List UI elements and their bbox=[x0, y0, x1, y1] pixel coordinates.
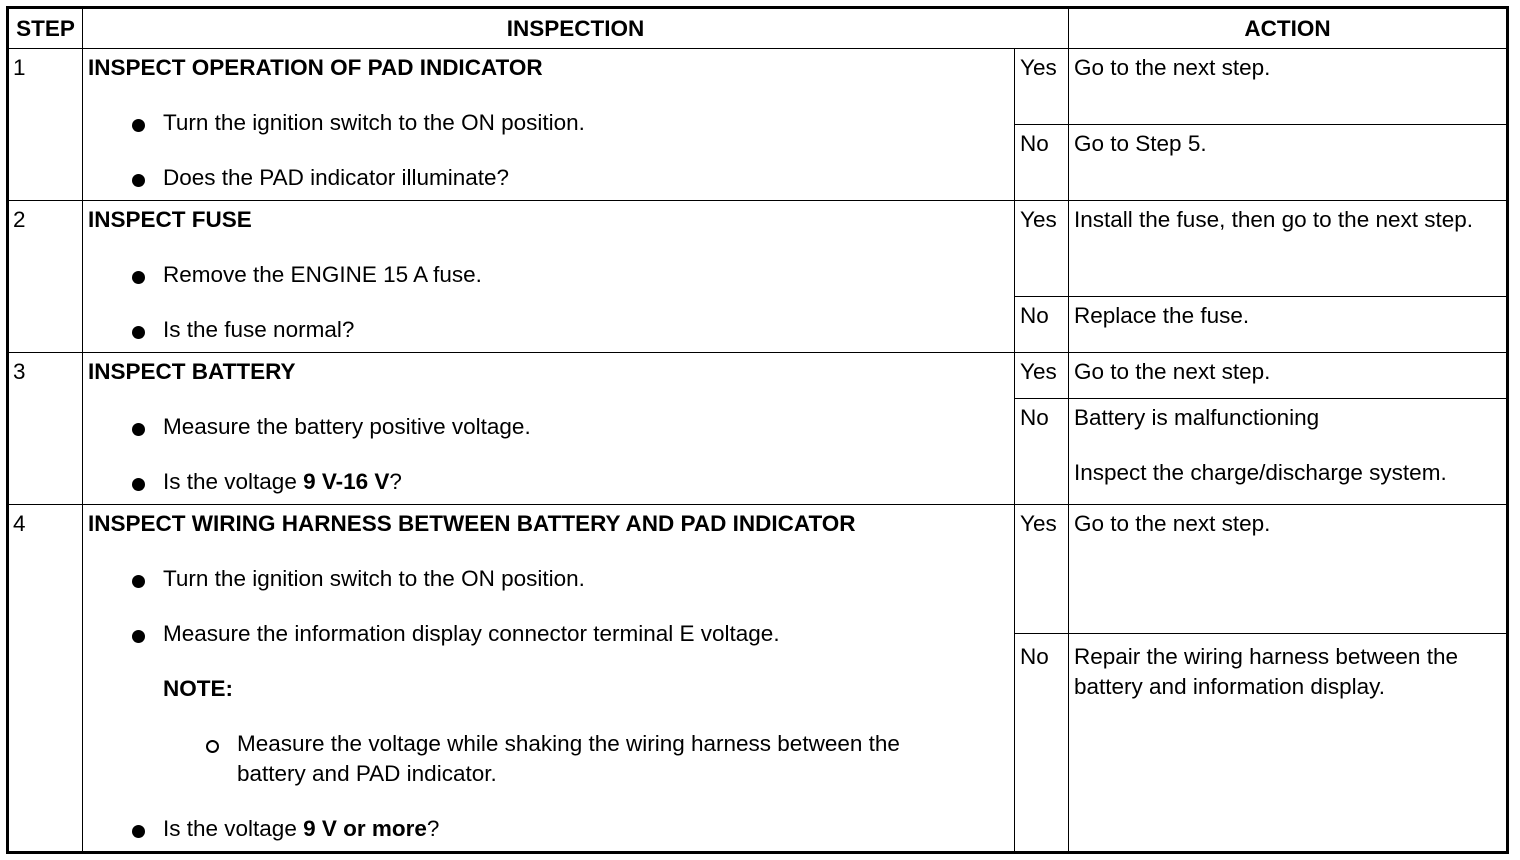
bullet-text: Does the PAD indicator illuminate? bbox=[163, 165, 510, 190]
voltage-question bbox=[163, 816, 439, 841]
no-action: Repair the wiring harness between the battery and information display. bbox=[1069, 634, 1507, 852]
question-prefix: Is the voltage bbox=[163, 816, 304, 841]
bullet-icon bbox=[132, 271, 145, 284]
no-label: No bbox=[1015, 399, 1069, 505]
voltage-question bbox=[163, 469, 402, 494]
bullet-icon bbox=[132, 478, 145, 491]
bullet-item bbox=[88, 260, 1014, 290]
no-label: No bbox=[1015, 297, 1069, 353]
no-action: Replace the fuse. bbox=[1069, 297, 1507, 353]
bullet-item bbox=[88, 315, 1014, 345]
procedure-table bbox=[8, 8, 1507, 852]
step-inspection bbox=[83, 353, 1015, 505]
yes-label: Yes bbox=[1015, 201, 1069, 297]
question-prefix: Is the voltage bbox=[163, 469, 304, 494]
yes-label: Yes bbox=[1015, 49, 1069, 125]
bullet-icon bbox=[132, 825, 145, 838]
bullet-icon bbox=[132, 326, 145, 339]
step-2-yes-row bbox=[9, 201, 1507, 297]
question-suffix: ? bbox=[389, 469, 402, 494]
bullet-text: Measure the battery positive voltage. bbox=[163, 414, 531, 439]
step-inspection bbox=[83, 49, 1015, 201]
step-3-yes-row bbox=[9, 353, 1507, 399]
question-suffix: ? bbox=[426, 816, 440, 841]
step-column-header: STEP bbox=[9, 9, 83, 49]
note-label: NOTE: bbox=[163, 676, 233, 701]
no-action-line: Inspect the charge/discharge system. bbox=[1074, 460, 1447, 485]
bullet-icon bbox=[132, 119, 145, 132]
no-action-line: Battery is malfunctioning bbox=[1074, 405, 1320, 430]
step-heading: INSPECT WIRING HARNESS BETWEEN BATTERY AND PAD INDICATOR bbox=[88, 511, 856, 536]
bullet-text: Remove the ENGINE 15 A fuse. bbox=[163, 262, 482, 287]
no-label: No bbox=[1015, 634, 1069, 852]
bullet-icon bbox=[132, 575, 145, 588]
step-number: 2 bbox=[9, 201, 83, 353]
bullet-item bbox=[88, 814, 1014, 844]
step-heading: INSPECT BATTERY bbox=[88, 359, 296, 384]
step-number: 3 bbox=[9, 353, 83, 505]
yes-action: Go to the next step. bbox=[1069, 353, 1507, 399]
step-heading: INSPECT OPERATION OF PAD INDICATOR bbox=[88, 55, 543, 80]
no-action bbox=[1069, 399, 1507, 505]
question-value: 9 V-16 V bbox=[303, 469, 390, 494]
bullet-item bbox=[88, 412, 1014, 442]
no-action: Go to Step 5. bbox=[1069, 125, 1507, 201]
step-heading: INSPECT FUSE bbox=[88, 207, 252, 232]
step-number: 1 bbox=[9, 49, 83, 201]
step-1-yes-row bbox=[9, 49, 1507, 125]
note-text: Measure the voltage while shaking the wiring harness between the battery and PAD indicator. bbox=[237, 731, 900, 786]
bullet-text: Measure the information display connector terminal E voltage. bbox=[163, 621, 780, 646]
yes-action: Install the fuse, then go to the next step. bbox=[1069, 201, 1507, 297]
question-value: 9 V or more bbox=[303, 816, 427, 841]
sub-bullet-icon bbox=[206, 740, 219, 753]
bullet-item bbox=[88, 163, 1014, 193]
inspection-column-header: INSPECTION bbox=[83, 9, 1069, 49]
action-column-header: ACTION bbox=[1069, 9, 1507, 49]
bullet-item bbox=[88, 108, 1014, 138]
note-item bbox=[88, 729, 1014, 789]
step-inspection bbox=[83, 505, 1015, 852]
bullet-item bbox=[88, 564, 1014, 594]
bullet-text: Is the fuse normal? bbox=[163, 317, 355, 342]
step-inspection bbox=[83, 201, 1015, 353]
no-label: No bbox=[1015, 125, 1069, 201]
bullet-icon bbox=[132, 174, 145, 187]
bullet-text: Turn the ignition switch to the ON position. bbox=[163, 110, 585, 135]
procedure-document bbox=[8, 8, 1507, 852]
step-number: 4 bbox=[9, 505, 83, 852]
yes-action: Go to the next step. bbox=[1069, 505, 1507, 634]
bullet-item bbox=[88, 619, 1014, 649]
header-row bbox=[9, 9, 1507, 49]
step-4-yes-row bbox=[9, 505, 1507, 634]
yes-label: Yes bbox=[1015, 353, 1069, 399]
bullet-icon bbox=[132, 423, 145, 436]
bullet-text: Turn the ignition switch to the ON position. bbox=[163, 566, 585, 591]
bullet-icon bbox=[132, 630, 145, 643]
yes-action: Go to the next step. bbox=[1069, 49, 1507, 125]
bullet-item bbox=[88, 467, 1014, 497]
yes-label: Yes bbox=[1015, 505, 1069, 634]
